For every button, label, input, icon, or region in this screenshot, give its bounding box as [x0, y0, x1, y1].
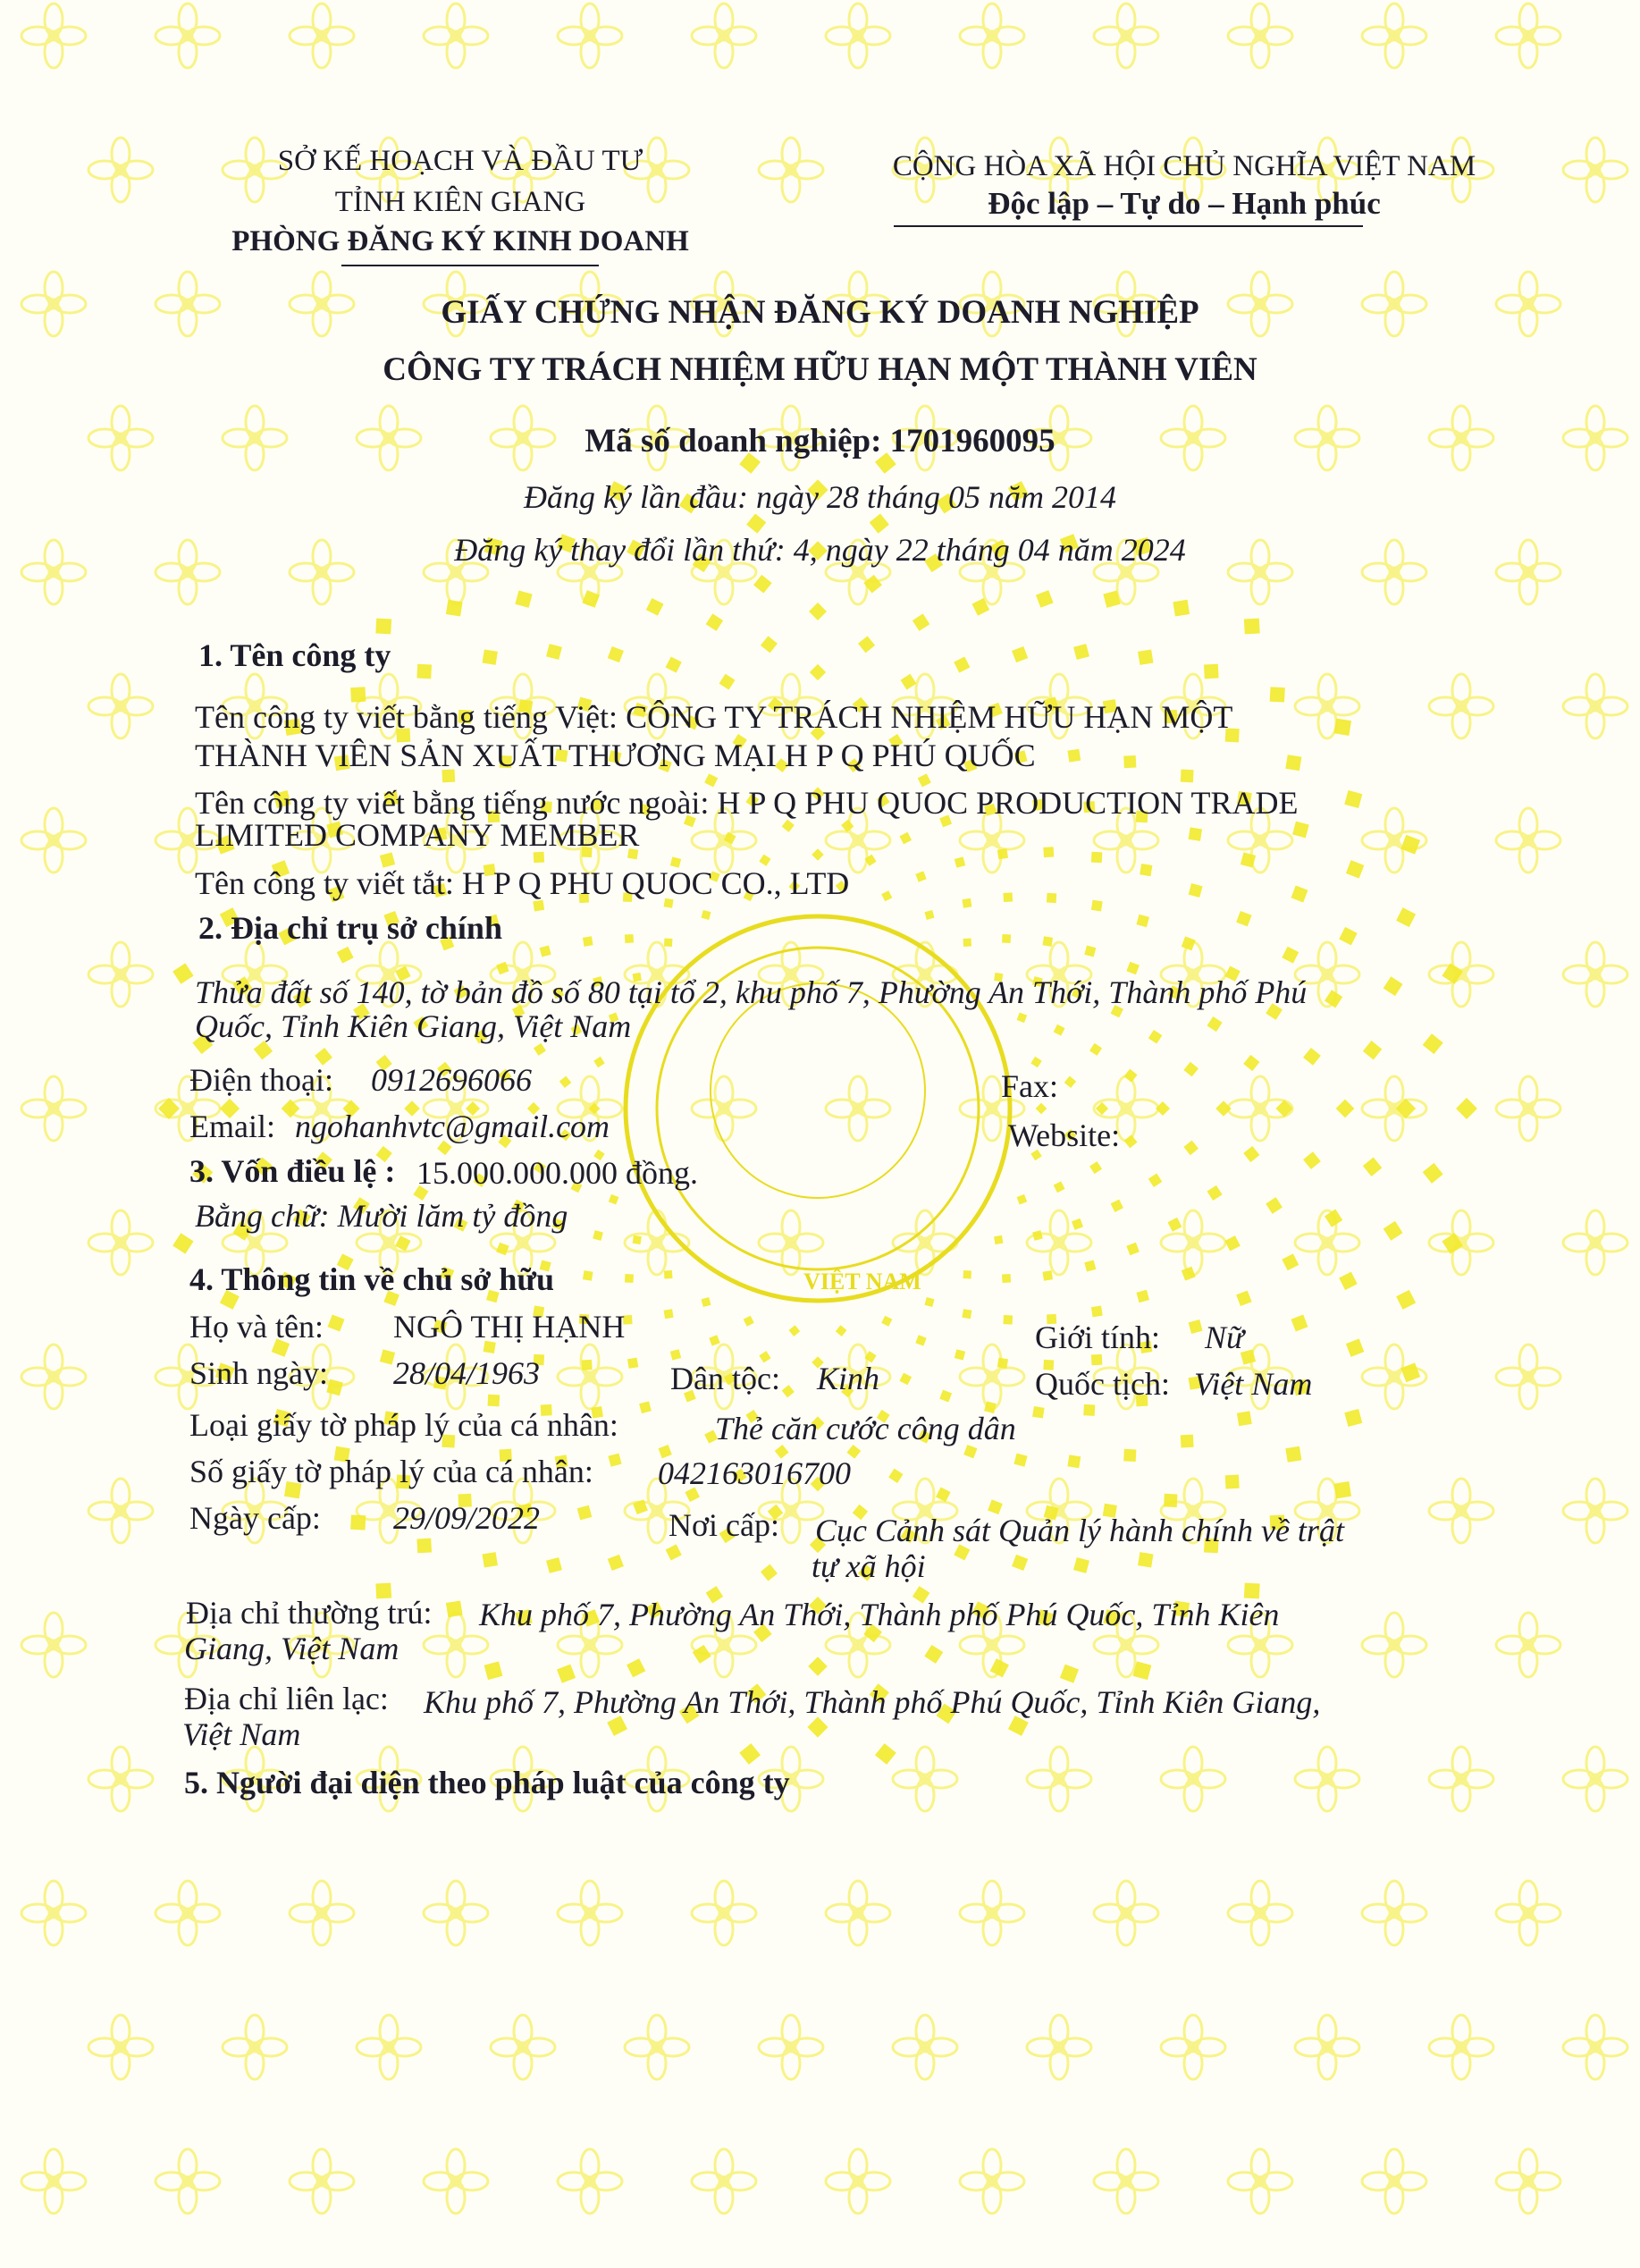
company-name-vn-line2: THÀNH VIÊN SẢN XUẤT THƯƠNG MẠI H P Q PHÚ QUỐC [195, 738, 1036, 773]
legal-document-type-label: Loại giấy tờ pháp lý của cá nhân: [189, 1407, 618, 1443]
phone-value: 0912696066 [371, 1062, 532, 1098]
nationality-value: Việt Nam [1194, 1366, 1313, 1402]
contact-address-line2: Việt Nam [182, 1716, 301, 1752]
section4-heading: 4. Thông tin về chủ sở hữu [189, 1261, 555, 1297]
header-left-underline [341, 265, 599, 266]
dob-value: 28/04/1963 [393, 1355, 541, 1391]
company-name-foreign-line2: LIMITED COMPANY MEMBER [195, 817, 640, 853]
website-label: Website: [1008, 1117, 1121, 1153]
certificate-subtitle: CÔNG TY TRÁCH NHIỆM HỮU HẠN MỘT THÀNH VIÊN [383, 351, 1257, 388]
permanent-address-line2: Giang, Việt Nam [184, 1631, 399, 1666]
phone-label: Điện thoại: [189, 1062, 333, 1098]
company-name-foreign-line1: Tên công ty viết bằng tiếng nước ngoài: H P Q PHU QUOC PRODUCTION TRADE [195, 785, 1299, 821]
certificate-title: GIẤY CHỨNG NHẬN ĐĂNG KÝ DOANH NGHIỆP [441, 294, 1199, 331]
owner-name-value: NGÔ THỊ HẠNH [393, 1309, 626, 1345]
permanent-address-line1: Khu phố 7, Phường An Thới, Thành phố Phú Quốc, Tỉnh Kiên [479, 1597, 1280, 1632]
emblem-ribbon-text: VIỆT NAM [803, 1269, 921, 1294]
header-left-line1: SỞ KẾ HOẠCH VÀ ĐẦU TƯ [277, 145, 643, 177]
section5-heading: 5. Người đại diện theo pháp luật của công ty [184, 1765, 790, 1800]
header-right-underline [894, 225, 1363, 227]
header-right-line2: Độc lập – Tự do – Hạnh phúc [988, 186, 1381, 221]
owner-name-label: Họ và tên: [189, 1309, 324, 1345]
header-left-line2: TỈNH KIÊN GIANG [334, 186, 586, 218]
head-office-address-line2: Quốc, Tỉnh Kiên Giang, Việt Nam [195, 1008, 632, 1044]
contact-address-line1: Khu phố 7, Phường An Thới, Thành phố Phú Quốc, Tỉnh Kiên Giang, [424, 1684, 1321, 1720]
section2-heading: 2. Địa chỉ trụ sở chính [198, 910, 502, 946]
ethnicity-value: Kinh [817, 1361, 880, 1396]
contact-address-label: Địa chỉ liên lạc: [184, 1681, 389, 1716]
company-short-name: Tên công ty viết tắt: H P Q PHU QUOC CO., LTD [195, 865, 850, 901]
issue-place-line2: tự xã hội [812, 1548, 926, 1584]
gender-value: Nữ [1205, 1319, 1244, 1355]
issue-place-label: Nơi cấp: [669, 1507, 779, 1543]
head-office-address-line1: Thửa đất số 140, tờ bản đồ số 80 tại tổ 2, khu phố 7, Phường An Thới, Thành phố Phú [195, 974, 1308, 1010]
company-name-vn-line1: Tên công ty viết bằng tiếng Việt: CÔNG TY TRÁCH NHIỆM HỮU HẠN MỘT [195, 699, 1233, 735]
header-left-line3: PHÒNG ĐĂNG KÝ KINH DOANH [231, 225, 689, 257]
fax-label: Fax: [1001, 1068, 1059, 1104]
legal-document-number-label: Số giấy tờ pháp lý của cá nhân: [189, 1454, 593, 1489]
nationality-label: Quốc tịch: [1035, 1366, 1170, 1402]
first-registration-date: Đăng ký lần đầu: ngày 28 tháng 05 năm 2014 [524, 479, 1116, 515]
charter-capital-amount: 15.000.000.000 đồng. [416, 1155, 698, 1191]
email-label: Email: [189, 1109, 275, 1144]
legal-document-number-value: 042163016700 [658, 1455, 851, 1491]
header-right-line1: CỘNG HÒA XÃ HỘI CHỦ NGHĨA VIỆT NAM [892, 150, 1476, 182]
section3-heading: 3. Vốn điều lệ : [189, 1153, 396, 1189]
issue-place-line1: Cục Cảnh sát Quản lý hành chính về trật [815, 1513, 1344, 1548]
legal-document-type-value: Thẻ căn cước công dân [715, 1411, 1016, 1446]
charter-capital-in-words: Bằng chữ: Mười lăm tỷ đồng [195, 1198, 568, 1234]
permanent-address-label: Địa chỉ thường trú: [186, 1595, 433, 1631]
section1-heading: 1. Tên công ty [198, 637, 391, 673]
issue-date-value: 29/09/2022 [393, 1500, 541, 1536]
change-registration-date: Đăng ký thay đổi lần thứ: 4, ngày 22 tháng 04 năm 2024 [454, 532, 1186, 568]
issue-date-label: Ngày cấp: [189, 1500, 321, 1536]
dob-label: Sinh ngày: [189, 1355, 329, 1391]
ethnicity-label: Dân tộc: [670, 1361, 780, 1396]
email-value: ngohanhvtc@gmail.com [295, 1109, 610, 1144]
enterprise-code: Mã số doanh nghiệp: 1701960095 [585, 423, 1055, 460]
gender-label: Giới tính: [1035, 1319, 1161, 1355]
